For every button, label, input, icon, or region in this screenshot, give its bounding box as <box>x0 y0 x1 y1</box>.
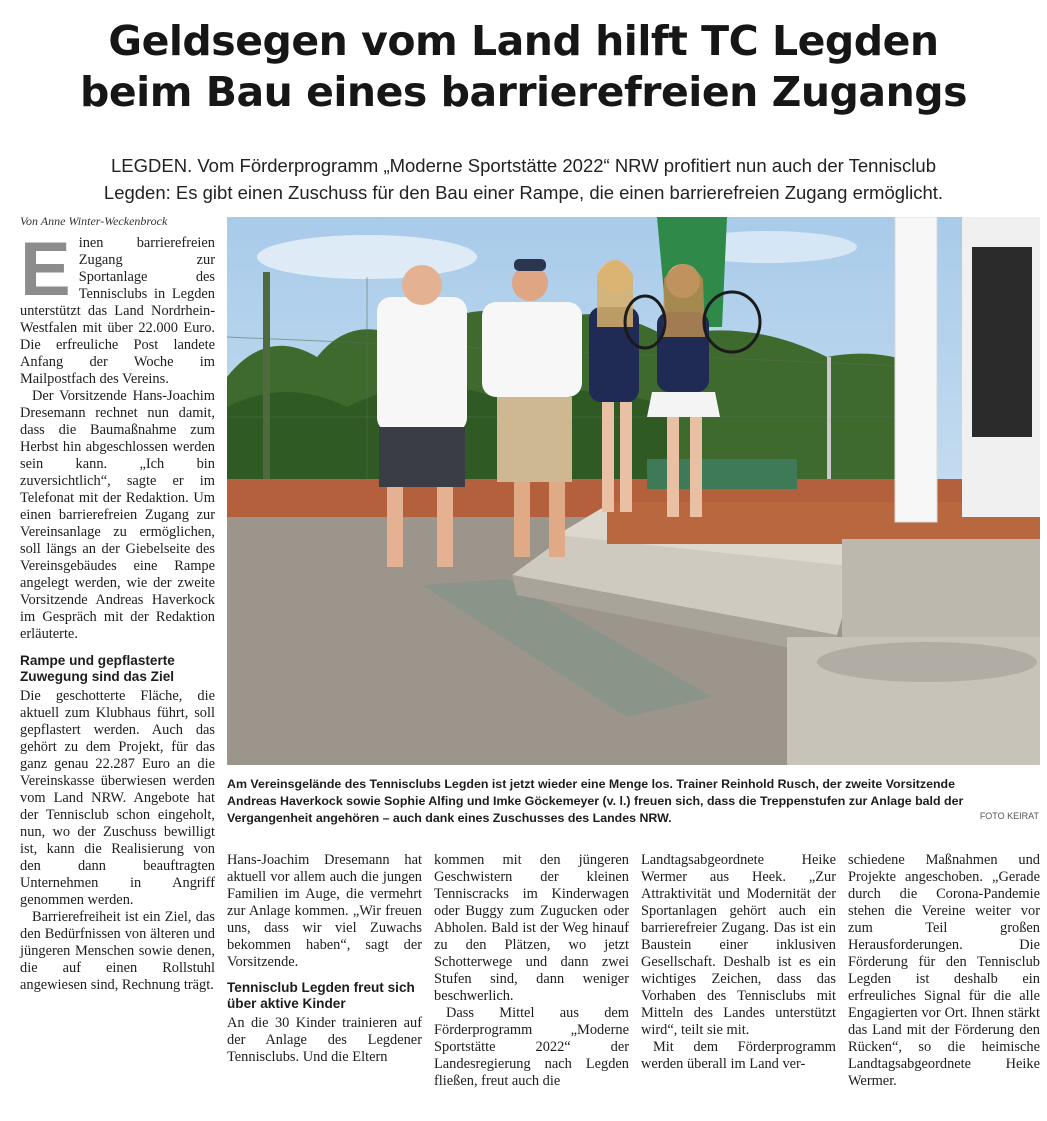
article-paragraph: inen barrierefreien Zugang zur Sportanlage des Tennisclubs in Legden unterstützt das Land Nordrhein-Westfalen mit über 22.000 Euro. Die erfreuliche Post landete Anfang der Woche im Mailpostfach des Vereins. <box>20 235 215 387</box>
article-paragraph: Mit dem Förderprogramm werden überall im Land ver- <box>641 1039 836 1072</box>
article-paragraph: Der Vorsitzende Hans-Joachim Dresemann rechnet nun damit, dass die Baumaßnahme zum Herbst hin abgeschlossen werden sein kann. „Ich bin zuversichtlich“, sagte er im Telefonat mit der Redaktion. Um einen barrierefreien Zugang zur Vereinsanlage zu ermöglichen, soll längs an der Giebelseite des Vereinsgebäudes eine Rampe angelegt werden, wie der zweite Vorsitzende Andreas Haverkock im Gespräch mit der Redaktion erläuterte. <box>20 388 215 642</box>
article-photo <box>227 217 1040 765</box>
article-paragraph: kommen mit den jüngeren Geschwistern der kleinen Tenniscracks im Kinderwagen oder Buggy zum Zugucken oder Abholen. Bald ist der Weg hinauf zu den Plätzen, wo jetzt Schotterwege und dann zwei Stufen sind, dann weniger beschwerlich. <box>434 852 629 1004</box>
headline-line-1: Geldsegen vom Land hilft TC Legden <box>108 17 939 65</box>
teaser <box>30 152 1017 206</box>
article-paragraph: Die geschotterte Fläche, die aktuell zum Klubhaus führt, soll gepflastert werden. Auch das gehört zu dem Projekt, für das ganz genau 22.287 Euro an die Vereinskasse überwiesen werden vom Land NRW. Angebote hat der Tennisclub schon eingeholt, nun, wo der Zuschuss bewilligt ist, kann die Realisierung von den dann beauftragten Unternehmen in Angriff genommen werden. <box>20 688 215 908</box>
article-paragraph: Barrierefreiheit ist ein Ziel, das den Bedürfnissen von älteren und jüngeren Menschen sowie denen, die auf einen Rollstuhl angewiesen sind, Rechnung trägt. <box>20 909 215 993</box>
article-paragraph: An die 30 Kinder trainieren auf der Anlage des Legdener Tennisclubs. Und die Eltern <box>227 1015 422 1065</box>
article-column-3 <box>434 852 629 1090</box>
caption-line-1: Am Vereinsgelände des Tennisclubs Legden ist jetzt wieder eine Menge los. Trainer Reinhold Rusch, der zweite Vorsitzende <box>227 777 956 791</box>
article-column-1 <box>20 227 215 994</box>
caption-line-2: Andreas Haverkock sowie Sophie Alfing und Imke Göckemeyer (v. l.) freuen sich, dass die Treppenstufen zur Anlage bald der <box>227 794 964 808</box>
caption-line-3: Vergangenheit angehören – auch dank eines Zuschusses des Landes NRW. <box>227 811 672 825</box>
article-column-5 <box>848 852 1040 1090</box>
article-paragraph: schiedene Maßnahmen und Projekte angeschoben. „Gerade durch die Corona-Pandemie stehen die Vereine weiter vor zum Teil großen Herausforderungen. Die Förderung für den Tennisclub Legden ist deshalb ein erfreuliches Signal für die alle Engagierten vor Ort. Ihnen stärkt das Land mit der Förderung den Rücken“, so die heimische Landtagsabgeordnete Heike Wermer. <box>848 852 1040 1089</box>
teaser-line-1: LEGDEN. Vom Förderprogramm „Moderne Sportstätte 2022“ NRW profitiert nun auch der Tennisclub <box>111 155 936 176</box>
article-column-4 <box>641 852 836 1073</box>
headline <box>20 16 1027 118</box>
article-paragraph: Landtagsabgeordnete Heike Wermer aus Heek. „Zur Attraktivität und Modernität der Sportanlagen gehört auch ein barrierefreier Zugang. Das ist ein Baustein einer inklusiven Gesellschaft. Deshalb ist es ein wichtiges Zeichen, dass das Vorhaben des Tennisclubs mit Mitteln des Landes unterstützt wird“, teilt sie mit. <box>641 852 836 1038</box>
subheading: Rampe und gepflasterte Zuwegung sind das Ziel <box>20 653 175 684</box>
photo-caption <box>227 776 1042 827</box>
article-column-2 <box>227 852 422 1066</box>
article-paragraph: Hans-Joachim Dresemann hat aktuell vor allem auch die jungen Familien im Auge, die vermehrt zur Anlage kommen. „Wir freuen uns, dass wir viel Zuwachs bekommen haben“, sagt der Vorsitzende. <box>227 852 422 970</box>
drop-cap: E <box>20 227 71 312</box>
photo-credit: FOTO KEIRAT <box>979 811 1039 821</box>
tennis-club-photo <box>227 217 1040 765</box>
article-paragraph: Dass Mittel aus dem Förderprogramm „Moderne Sportstätte 2022“ der Landesregierung nach Legden fließen, freut auch die <box>434 1005 629 1089</box>
headline-line-2: beim Bau eines barrierefreien Zugangs <box>79 68 968 116</box>
subheading: Tennisclub Legden freut sich über aktive Kinder <box>227 980 415 1011</box>
teaser-line-2: Legden: Es gibt einen Zuschuss für den Bau einer Rampe, die einen barrierefreien Zugang ermöglicht. <box>103 182 944 203</box>
byline: Von Anne Winter-Weckenbrock <box>20 214 168 228</box>
